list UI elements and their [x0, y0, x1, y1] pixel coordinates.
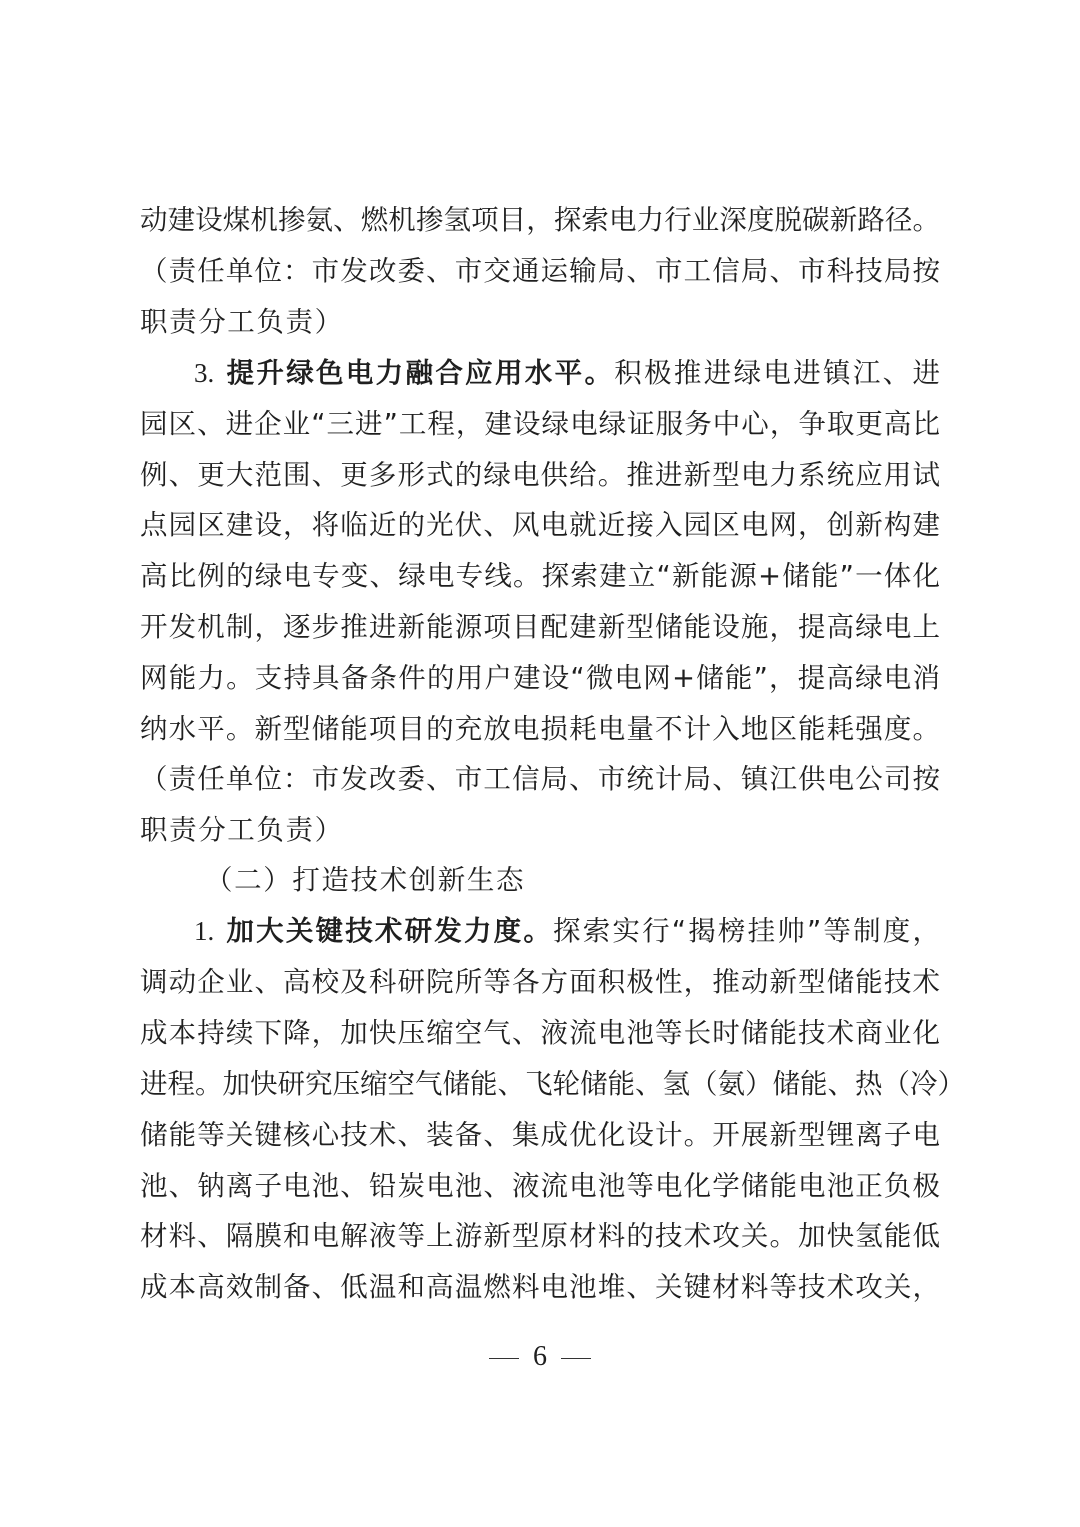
item-number: 1. [194, 916, 215, 946]
text-line: 园区、进企业“三进”工程，建设绿电绿证服务中心，争取更高比 [140, 408, 940, 440]
item-text: 积极推进绿电进镇江、进 [614, 357, 941, 389]
text-line: 开发机制，逐步推进新能源项目配建新型储能设施，提高绿电上 [140, 611, 940, 643]
text-line: 池、钠离子电池、铅炭电池、液流电池等电化学储能电池正负极 [140, 1170, 940, 1202]
text-line: 职责分工负责） [140, 814, 344, 846]
item-number: 3. [194, 358, 215, 388]
text-line: 职责分工负责） [140, 306, 344, 338]
text-line: 动建设煤机掺氨、燃机掺氢项目，探索电力行业深度脱碳新路径。 [140, 204, 940, 236]
text-line: 材料、隔膜和电解液等上游新型原材料的技术攻关。加快氢能低 [140, 1220, 940, 1252]
section-heading: （二）打造技术创新生态 [205, 864, 526, 896]
subsection-heading-line [194, 906, 940, 957]
item-title: 提升绿色电力融合应用水平。 [224, 357, 615, 389]
text-line: 高比例的绿电专变、绿电专线。探索建立“新能源+储能”一体化 [140, 560, 940, 592]
item-text: 探索实行“揭榜挂帅”等制度， [553, 915, 940, 947]
text-line: 成本高效制备、低温和高温燃料电池堆、关键材料等技术攻关， [140, 1271, 940, 1303]
text-line: 例、更大范围、更多形式的绿电供给。推进新型电力系统应用试 [140, 459, 940, 491]
text-line: 调动企业、高校及科研院所等各方面积极性，推动新型储能技术 [140, 966, 940, 998]
page-number [0, 1332, 1080, 1382]
page-number-value: 6 [533, 1341, 547, 1372]
dash-right [561, 1358, 591, 1360]
text-line: 成本持续下降，加快压缩空气、液流电池等长时储能技术商业化 [140, 1017, 940, 1049]
text-line: 纳水平。新型储能项目的充放电损耗电量不计入地区能耗强度。 [140, 713, 940, 745]
text-line: 网能力。支持具备条件的用户建设“微电网+储能”，提高绿电消 [140, 662, 940, 694]
item-title: 加大关键技术研发力度。 [224, 915, 554, 947]
text-line: 储能等关键核心技术、装备、集成优化设计。开展新型锂离子电 [140, 1119, 940, 1151]
text-line: 进程。加快研究压缩空气储能、飞轮储能、氢（氨）储能、热（冷） [140, 1068, 965, 1100]
text-line: 点园区建设，将临近的光伏、风电就近接入园区电网，创新构建 [140, 509, 940, 541]
text-line: （责任单位：市发改委、市工信局、市统计局、镇江供电公司按 [140, 763, 940, 795]
text-line: （责任单位：市发改委、市交通运输局、市工信局、市科技局按 [140, 255, 940, 287]
dash-left [489, 1358, 519, 1360]
subsection-heading-line [194, 348, 940, 399]
